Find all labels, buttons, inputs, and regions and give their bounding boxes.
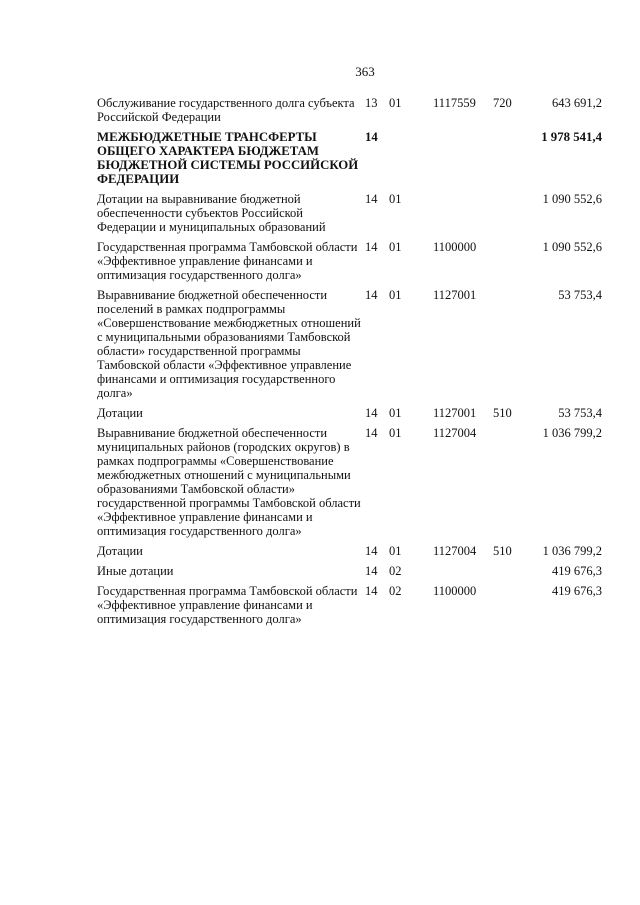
table-row [97, 426, 602, 544]
row-expense-type [493, 130, 529, 192]
row-subsection: 01 [389, 288, 402, 302]
row-expense-type [493, 584, 529, 632]
row-section: 14 [365, 288, 378, 302]
row-name: Государственная программа Тамбовской области «Эффективное управление финансами и оптимизация государственного долга» [97, 240, 358, 282]
row-sum: 53 753,4 [558, 406, 602, 420]
table-row [97, 130, 602, 192]
row-section: 14 [365, 584, 378, 598]
row-sum: 1 036 799,2 [542, 426, 602, 440]
row-name: Выравнивание бюджетной обеспеченности муниципальных районов (городских округов) в рамках подпрограммы «Совершенствование межбюджетных отношений с муниципальными образованиями Тамбовской области» государственной программы Тамбовской области «Эффективное управление финансами и оптимизация государственного долга» [97, 426, 361, 538]
row-sum: 53 753,4 [558, 288, 602, 302]
row-sum: 643 691,2 [552, 96, 602, 110]
row-name: Дотации [97, 544, 143, 558]
row-expense-type: 510 [493, 544, 512, 558]
row-section: 14 [365, 240, 378, 254]
row-target-article: 1117559 [433, 96, 476, 110]
row-subsection: 01 [389, 544, 402, 558]
row-subsection: 01 [389, 96, 402, 110]
row-expense-type [493, 426, 529, 544]
row-expense-type [493, 240, 529, 288]
row-target-article [433, 564, 493, 584]
row-section: 14 [365, 544, 378, 558]
row-subsection: 02 [389, 584, 402, 598]
row-name: Дотации на выравнивание бюджетной обеспеченности субъектов Российской Федерации и муниципальных образований [97, 192, 326, 234]
row-subsection: 01 [389, 426, 402, 440]
row-subsection: 01 [389, 192, 402, 206]
row-target-article: 1100000 [433, 240, 477, 254]
table-row [97, 544, 602, 564]
budget-table-body [97, 96, 602, 632]
row-name: Выравнивание бюджетной обеспеченности поселений в рамках подпрограммы «Совершенствование межбюджетных отношений с муниципальными образованиями Тамбовской области» государственной программы Тамбовской области «Эффективное управление финансами и оптимизация государственного долга» [97, 288, 361, 400]
row-name: Дотации [97, 406, 143, 420]
row-sum: 419 676,3 [552, 564, 602, 578]
row-sum: 1 978 541,4 [541, 130, 602, 144]
row-name: Иные дотации [97, 564, 174, 578]
table-row [97, 406, 602, 426]
table-row [97, 96, 602, 130]
row-subsection: 01 [389, 406, 402, 420]
page-number: 363 [355, 64, 375, 79]
row-subsection [389, 130, 433, 192]
row-target-article [433, 192, 493, 240]
row-target-article: 1100000 [433, 584, 477, 598]
row-section: 13 [365, 96, 378, 110]
row-name: МЕЖБЮДЖЕТНЫЕ ТРАНСФЕРТЫ ОБЩЕГО ХАРАКТЕРА БЮДЖЕТАМ БЮДЖЕТНОЙ СИСТЕМЫ РОССИЙСКОЙ ФЕДЕРАЦИИ [97, 130, 359, 186]
row-target-article: 1127004 [433, 426, 477, 440]
row-section: 14 [365, 564, 378, 578]
row-target-article [433, 130, 493, 192]
row-expense-type: 510 [493, 406, 512, 420]
row-section: 14 [365, 192, 378, 206]
row-expense-type [493, 192, 529, 240]
row-name: Государственная программа Тамбовской области «Эффективное управление финансами и оптимизация государственного долга» [97, 584, 358, 626]
row-sum: 1 090 552,6 [542, 240, 602, 254]
table-row [97, 584, 602, 632]
row-section: 14 [365, 130, 378, 144]
row-expense-type [493, 288, 529, 406]
table-row [97, 240, 602, 288]
row-target-article: 1127004 [433, 544, 477, 558]
row-name: Обслуживание государственного долга субъекта Российской Федерации [97, 96, 355, 124]
row-subsection: 02 [389, 564, 402, 578]
row-target-article: 1127001 [433, 288, 477, 302]
row-sum: 1 036 799,2 [542, 544, 602, 558]
row-sum: 1 090 552,6 [542, 192, 602, 206]
row-section: 14 [365, 426, 378, 440]
row-expense-type [493, 564, 529, 584]
row-subsection: 01 [389, 240, 402, 254]
table-row [97, 564, 602, 584]
row-expense-type: 720 [493, 96, 512, 110]
table-row [97, 192, 602, 240]
budget-table [97, 96, 602, 632]
row-sum: 419 676,3 [552, 584, 602, 598]
row-target-article: 1127001 [433, 406, 477, 420]
table-row [97, 288, 602, 406]
row-section: 14 [365, 406, 378, 420]
